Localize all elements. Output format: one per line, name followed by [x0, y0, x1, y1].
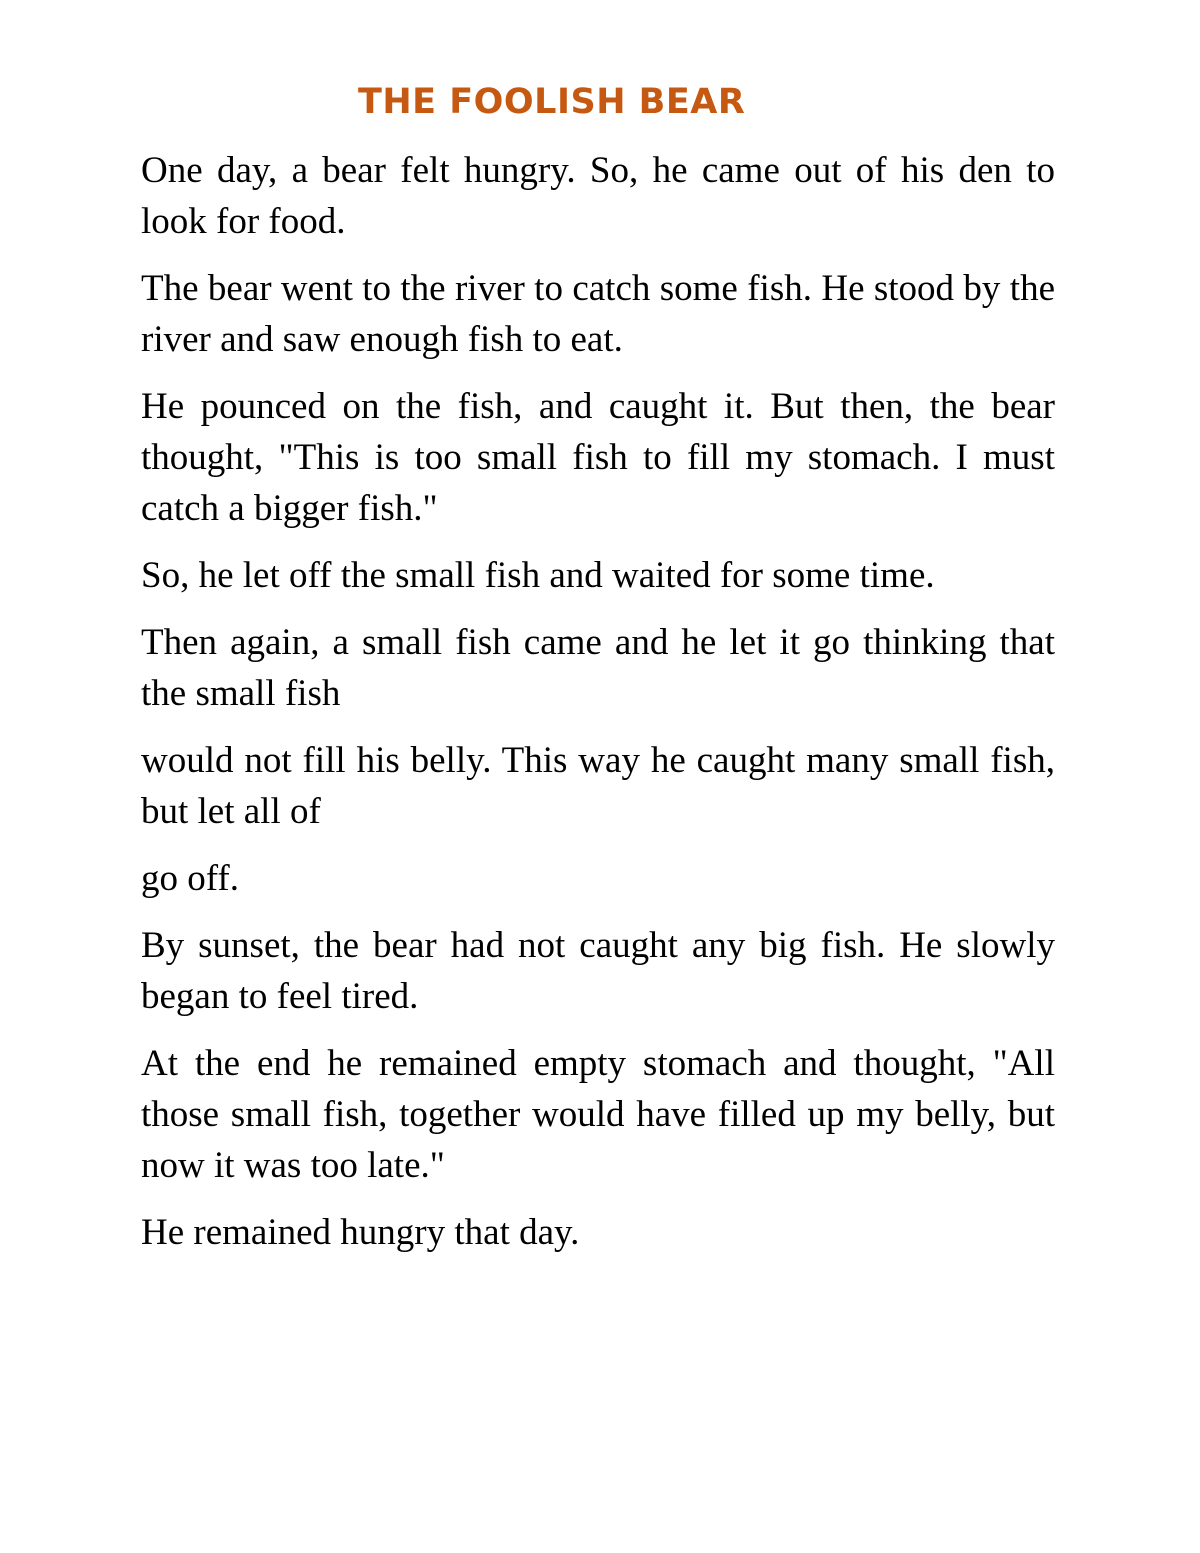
- paragraph: would not fill his belly. This way he caught many small fish, but let all of: [141, 740, 1055, 832]
- story-body: [141, 145, 1055, 1274]
- paragraph: Then again, a small fish came and he let it go thinking that the small fish: [141, 622, 1055, 714]
- paragraph: By sunset, the bear had not caught any big fish. He slowly began to feel tired.: [141, 925, 1055, 1017]
- paragraph: So, he let off the small fish and waited for some time.: [141, 555, 935, 596]
- paragraph: One day, a bear felt hungry. So, he came out of his den to look for food.: [141, 150, 1055, 242]
- paragraph: go off.: [141, 858, 239, 899]
- paragraph: The bear went to the river to catch some fish. He stood by the river and saw enough fish to eat.: [141, 268, 1055, 360]
- paragraph: He pounced on the fish, and caught it. But then, the bear thought, "This is too small fish to fill my stomach. I must catch a bigger fish.": [141, 386, 1055, 529]
- paragraph: At the end he remained empty stomach and thought, "All those small fish, together would have filled up my belly, but now it was too late.": [141, 1043, 1055, 1186]
- story-title: THE FOOLISH BEAR: [358, 82, 746, 122]
- paragraph: He remained hungry that day.: [141, 1212, 580, 1253]
